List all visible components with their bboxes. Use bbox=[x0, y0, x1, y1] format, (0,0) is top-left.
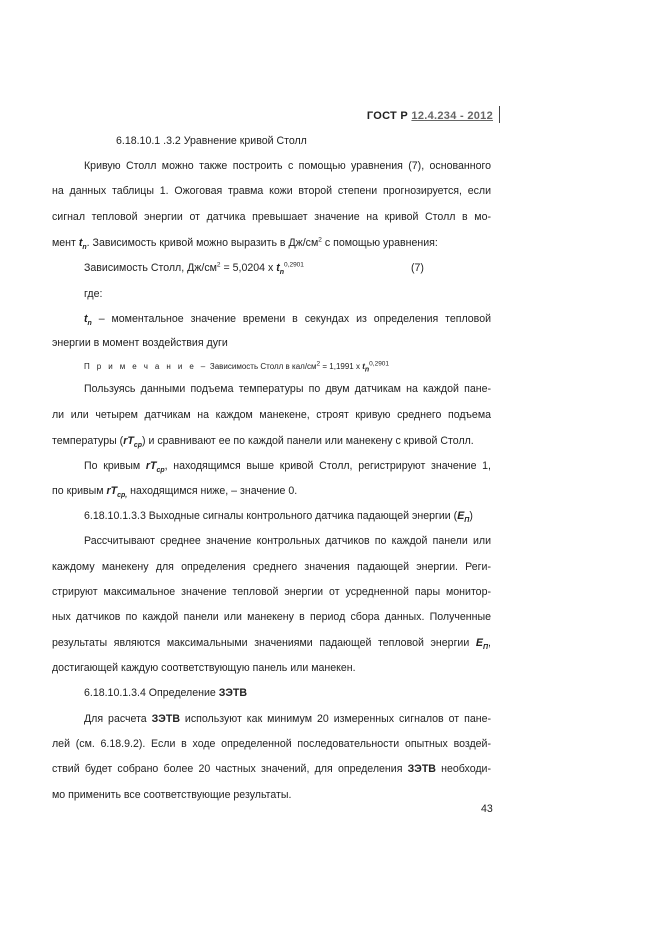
symbol-ep: $E_П$ bbox=[475, 637, 489, 652]
symbol-rtcp: $rT_{ср}$ bbox=[123, 435, 142, 450]
p3-line-1: По кривым $rT_{ср}$, находящимся выше кривой Столл, регистрируют значение 1, bbox=[84, 460, 491, 475]
symbol-tn: $t_n$ bbox=[362, 362, 370, 374]
symbol-ep: $E_П$ bbox=[457, 510, 470, 525]
p4-line-4: ных датчиков по каждой панели или манекену в период сбора данных. Полученные bbox=[52, 611, 491, 623]
standard-prefix: ГОСТ Р bbox=[366, 110, 409, 122]
definition-line-1: $t_n$ – моментальное значение времени в секундах из определения тепловой bbox=[84, 313, 491, 328]
p4-line-6: достигающей каждую соответствующую панель или манекен. bbox=[52, 662, 356, 674]
formula-stoll: Зависимость Столл, $Дж/см^2 = 5,0204$ x $t_n^{0,2901}$ bbox=[84, 261, 304, 277]
note-label: П р и м е ч а н и е – bbox=[84, 362, 208, 371]
p5-line-1: Для расчета ЗЭТВ используют как минимум 20 измеренных сигналов от пане- bbox=[84, 713, 491, 725]
section-ep-heading: 6.18.10.1.3.3 Выходные сигналы контрольного датчика падающей энергии $(E_П)$ bbox=[84, 510, 473, 525]
p4-line-3: стрируют максимальное значение тепловой энергии от усредненной пары монитор- bbox=[52, 586, 491, 598]
p4-line-1: Рассчитывают среднее значение контрольных датчиков по каждой панели или bbox=[84, 535, 491, 547]
abbr-zetv: ЗЭТВ bbox=[407, 763, 436, 775]
p2-line-3: температуры $(rT_{ср})$ и сравнивают ее по каждой панели или манекену с кривой Столл. bbox=[52, 435, 474, 450]
header-divider bbox=[499, 106, 500, 123]
p1-line-2: на данных таблицы 1. Ожоговая травма кожи второй степени прогнозируется, если bbox=[52, 185, 491, 197]
symbol-tn: $t_n$ bbox=[276, 262, 285, 277]
page-number: 43 bbox=[481, 803, 493, 815]
standard-number[interactable]: 12.4.234 - 2012 bbox=[411, 110, 493, 122]
note: П р и м е ч а н и е – Зависимость Столл в кал/$см^2 = 1,1991$ x $t_n^{0,2901}$ bbox=[84, 360, 390, 374]
p3-line-2: по кривым $rT_{ср,}$ находящимся ниже, – значение 0. bbox=[52, 485, 298, 500]
p1-line-4: мент $t_n$. Зависимость кривой можно выразить в $Дж/см^2$ с помощью уравнения: bbox=[52, 236, 438, 252]
equation-number: (7) bbox=[411, 262, 424, 274]
section-curve-heading: 6.18.10.1 .3.2 Уравнение кривой Столл bbox=[116, 135, 307, 147]
p5-line-4: мо применить все соответствующие результаты. bbox=[52, 789, 292, 801]
where-label: где: bbox=[84, 288, 103, 300]
p5-line-3: ствий будет собрано более 20 частных значений, для определения ЗЭТВ необходи- bbox=[52, 763, 491, 775]
symbol-tn: $t_n$ bbox=[78, 237, 87, 252]
p2-line-2: ли или четырем датчикам на каждом манекене, строят кривую среднего подъема bbox=[52, 409, 491, 421]
p1-line-1: Кривую Столл можно также построить с помощью уравнения (7), основанного bbox=[84, 160, 491, 172]
abbr-zetv: ЗЭТВ bbox=[218, 687, 248, 699]
symbol-rtcp: $rT_{ср}$ bbox=[145, 460, 165, 475]
symbol-rtcp: $rT_{ср,}$ bbox=[106, 485, 128, 500]
p5-line-2: лей (см. 6.18.9.2). Если в ходе определенной последовательности опытных воздей- bbox=[52, 738, 491, 750]
p4-line-2: каждому манекену для определения среднего значения падающей энергии. Реги- bbox=[52, 561, 491, 573]
definition-line-2: энергии в момент воздействия дуги bbox=[52, 337, 228, 349]
section-zetv-heading: 6.18.10.1.3.4 Определение ЗЭТВ bbox=[84, 687, 248, 699]
document-header bbox=[367, 110, 493, 122]
p1-line-3: сигнал тепловой энергии от датчика превышает значение на кривой Столл в мо- bbox=[52, 211, 491, 223]
p2-line-1: Пользуясь данными подъема температуры по двум датчикам на каждой пане- bbox=[84, 383, 491, 395]
symbol-tn: $t_n$ bbox=[84, 313, 92, 328]
p4-line-5: результаты являются максимальными значениями падающей тепловой энергии $E_П$, bbox=[52, 637, 491, 652]
abbr-zetv: ЗЭТВ bbox=[151, 713, 180, 725]
